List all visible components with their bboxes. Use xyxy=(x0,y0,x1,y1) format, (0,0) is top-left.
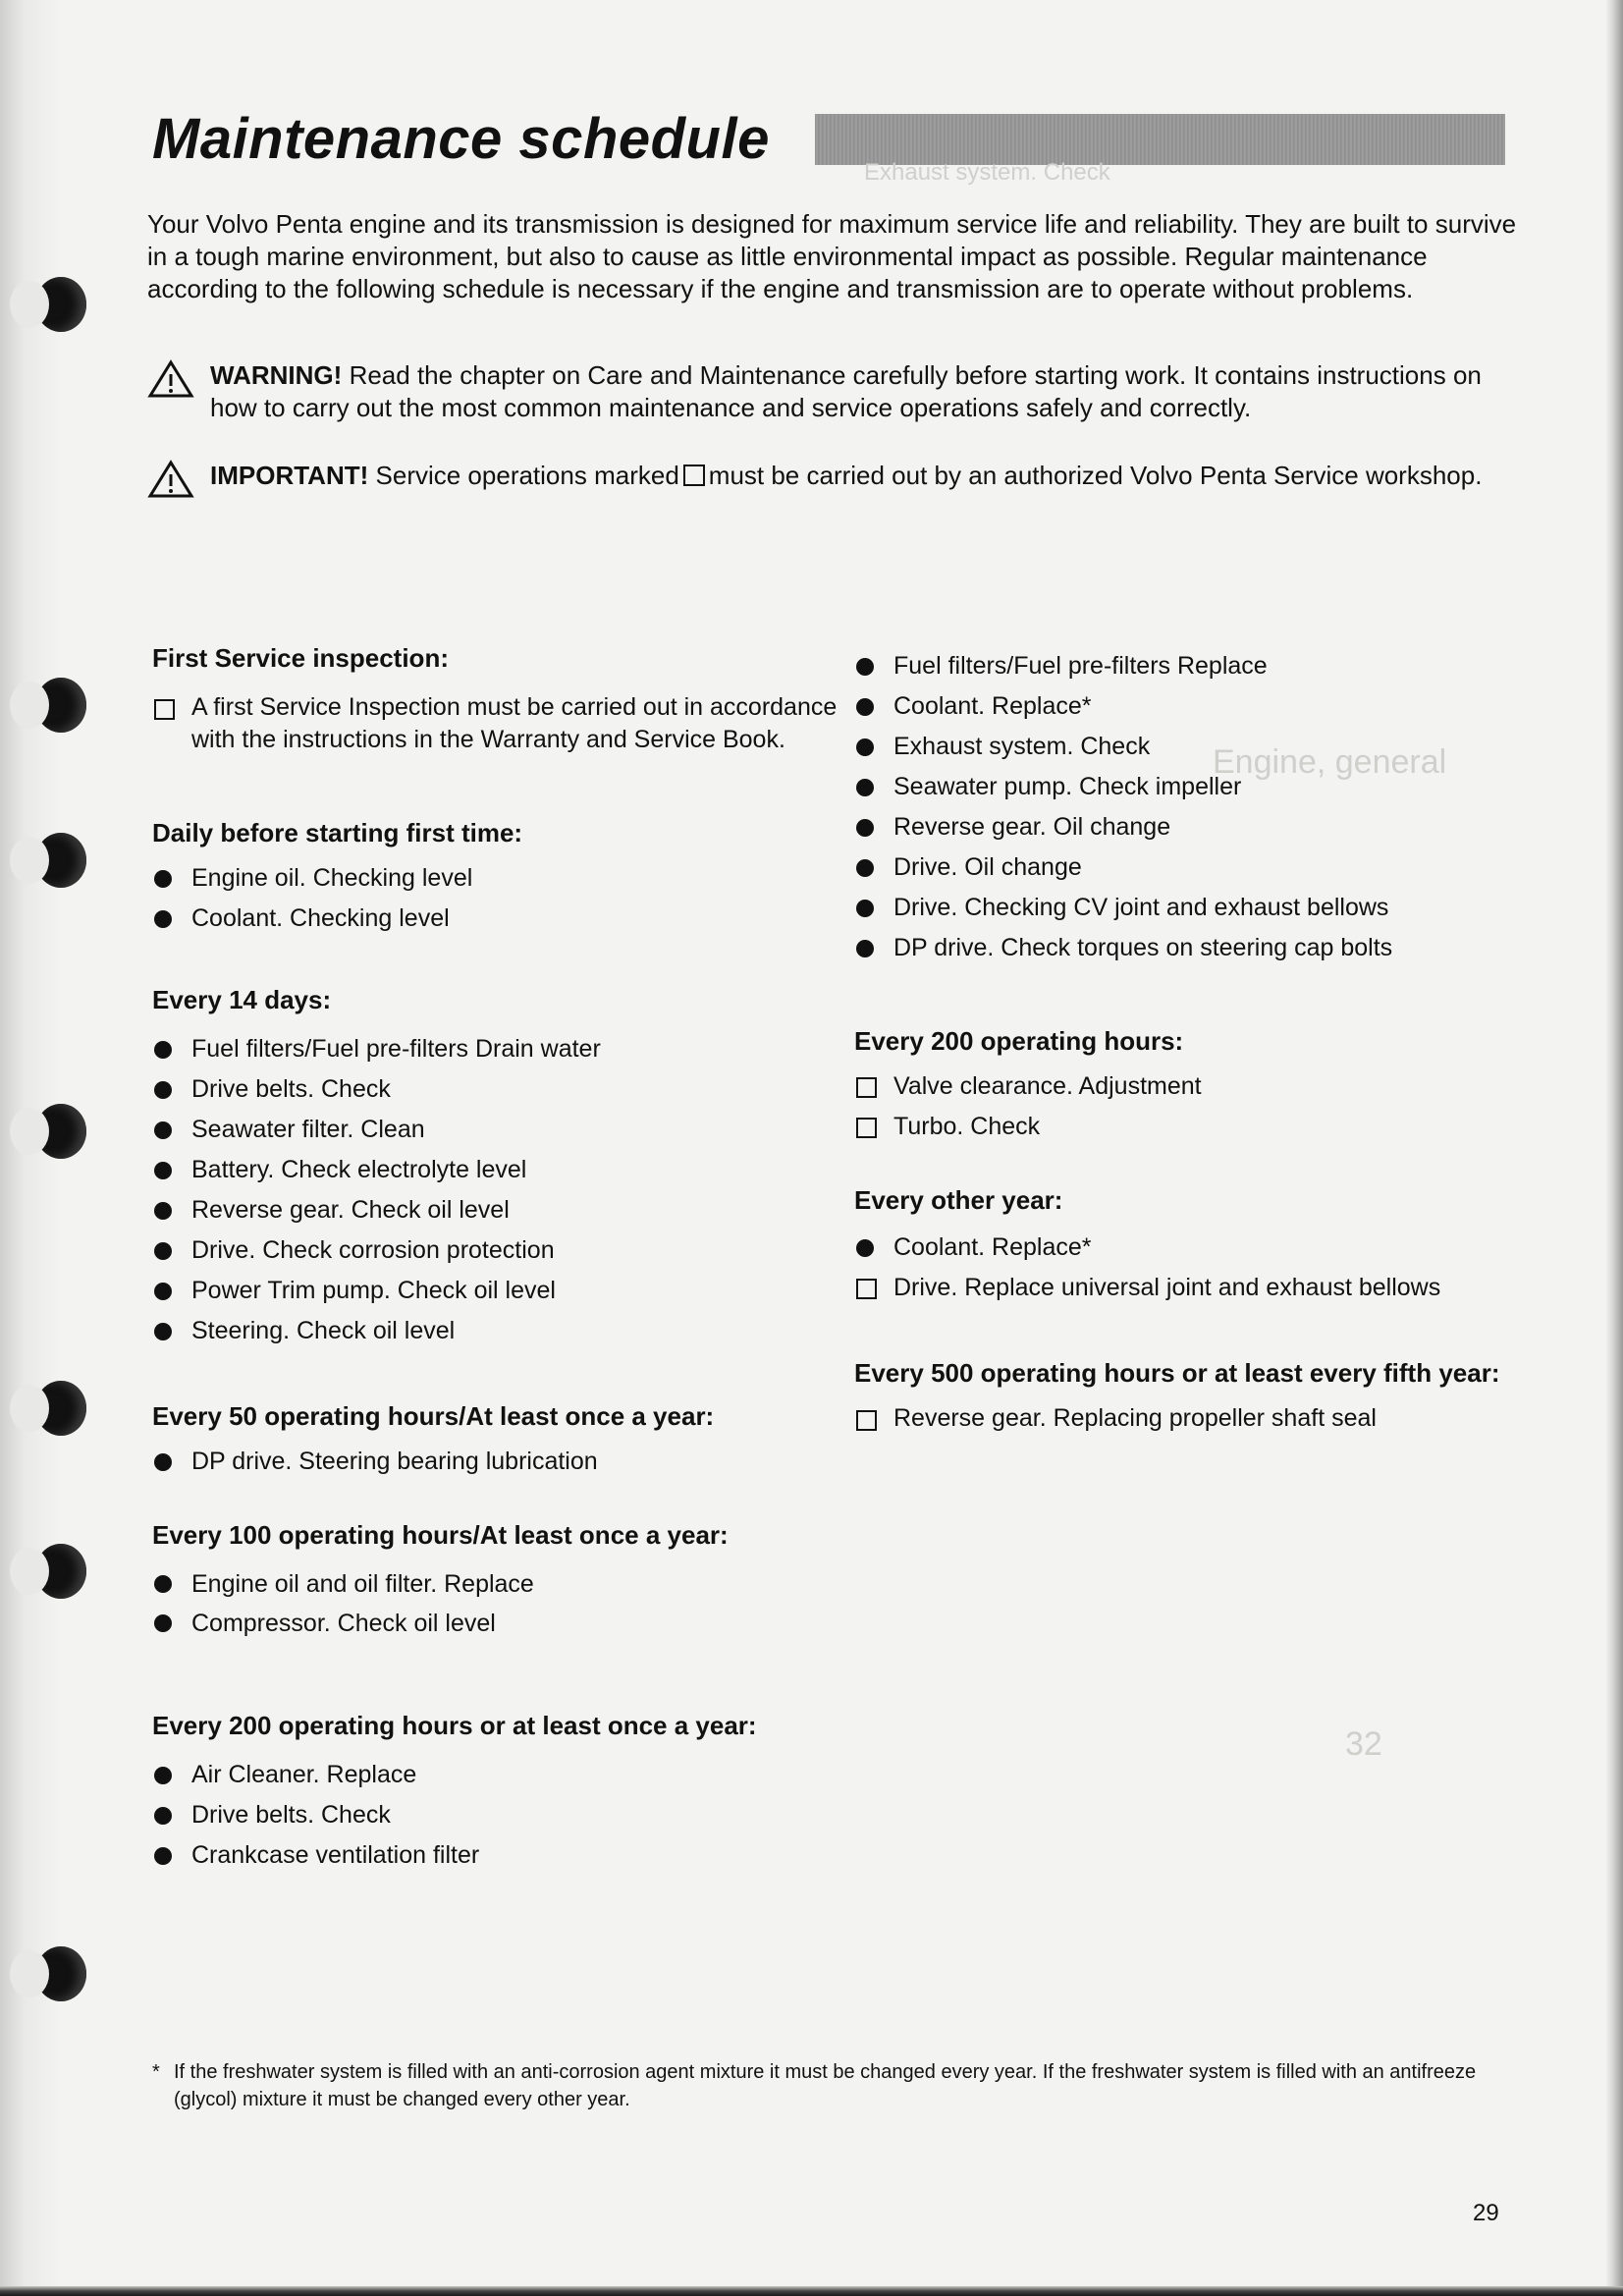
bullet-icon xyxy=(856,819,874,837)
bullet-icon xyxy=(154,1162,172,1179)
bullet-icon xyxy=(856,900,874,917)
footnote-text: If the freshwater system is filled with an anti-corrosion agent mixture it must be changed every year. If the freshwater system is filled with an antifreeze (glycol) mixture it must be changed every other year. xyxy=(174,2061,1477,2110)
bullet-icon xyxy=(154,1614,172,1632)
list-item: Fuel filters/Fuel pre-filters Drain water xyxy=(152,1029,839,1069)
list-item: Crankcase ventilation filter xyxy=(152,1835,839,1876)
list-item: Power Trim pump. Check oil level xyxy=(152,1271,839,1311)
list-item: DP drive. Check torques on steering cap bolts xyxy=(854,928,1542,968)
service-box-icon xyxy=(683,465,705,486)
section-heading: Every 200 operating hours: xyxy=(854,1026,1184,1056)
bullet-icon xyxy=(154,870,172,888)
page-bottom-edge xyxy=(0,2286,1623,2296)
binder-hole xyxy=(35,277,86,332)
bullet-icon xyxy=(856,698,874,716)
intro-paragraph: Your Volvo Penta engine and its transmission is designed for maximum service life and reliability. They are built to survive in a tough marine environment, but also to cause as little environmental impact as possible. Regular maintenance according to the following schedule is necessary if the engine and transmission are to operate without problems. xyxy=(147,209,1517,303)
bullet-icon xyxy=(154,910,172,928)
right-column xyxy=(854,646,1542,1435)
bullet-icon xyxy=(154,1807,172,1825)
section-heading: Every 100 operating hours/At least once a year: xyxy=(152,1520,729,1550)
list-item: Compressor. Check oil level xyxy=(152,1604,839,1643)
bullet-icon xyxy=(856,738,874,756)
list-item: Turbo. Check xyxy=(854,1107,1542,1147)
bullet-icon xyxy=(856,779,874,796)
warning-label: WARNING! xyxy=(210,360,343,390)
list-item: Seawater filter. Clean xyxy=(152,1110,839,1150)
list-item: Battery. Check electrolyte level xyxy=(152,1150,839,1190)
list-item: Engine oil and oil filter. Replace xyxy=(152,1564,839,1604)
bullet-icon xyxy=(154,1767,172,1784)
list-item: DP drive. Steering bearing lubrication xyxy=(152,1446,839,1478)
list-item: Reverse gear. Oil change xyxy=(854,807,1542,847)
warning-notice xyxy=(147,359,1512,424)
section-heading: Every 50 operating hours/At least once a year: xyxy=(152,1401,715,1431)
list-item: Valve clearance. Adjustment xyxy=(854,1066,1542,1107)
important-text-before: Service operations marked xyxy=(375,461,679,490)
list-item: Coolant. Checking level xyxy=(152,902,839,935)
page-edge-shadow xyxy=(1605,0,1623,2296)
bullet-icon xyxy=(856,940,874,957)
binder-hole xyxy=(35,1544,86,1599)
list-item: Reverse gear. Check oil level xyxy=(152,1190,839,1230)
list-item: Drive. Replace universal joint and exhaust bellows xyxy=(854,1268,1542,1308)
bullet-icon xyxy=(154,1202,172,1220)
section-heading: Every 200 operating hours or at least once a year: xyxy=(152,1711,757,1740)
binder-hole xyxy=(35,1381,86,1436)
important-label: IMPORTANT! xyxy=(210,461,369,490)
bullet-icon xyxy=(154,1575,172,1593)
important-text-after: must be carried out by an authorized Volvo Penta Service workshop. xyxy=(708,461,1483,490)
warning-triangle-icon xyxy=(147,460,194,499)
binder-hole xyxy=(35,833,86,888)
service-box-icon xyxy=(856,1279,877,1299)
bullet-icon xyxy=(154,1041,172,1059)
warning-text: Read the chapter on Care and Maintenance carefully before starting work. It contains instructions on how to carry out the most common maintenance and service operations safely and correctly. xyxy=(210,360,1482,422)
bullet-icon xyxy=(154,1283,172,1300)
warning-triangle-icon xyxy=(147,359,194,399)
left-column xyxy=(152,642,839,1876)
list-item: Reverse gear. Replacing propeller shaft seal xyxy=(854,1402,1542,1435)
bleed-through-text: 32 xyxy=(1345,1725,1382,1763)
list-item: A first Service Inspection must be carried out in accordance with the instructions in the Warranty and Service Book. xyxy=(152,691,869,756)
service-box-icon xyxy=(856,1118,877,1138)
section-heading: Every 500 operating hours or at least every fifth year: xyxy=(854,1358,1500,1388)
bullet-icon xyxy=(154,1081,172,1099)
binder-hole xyxy=(35,678,86,733)
bullet-icon xyxy=(154,1847,172,1865)
bullet-icon xyxy=(154,1242,172,1260)
footnote xyxy=(152,2058,1529,2113)
service-box-icon xyxy=(856,1410,877,1431)
title-row xyxy=(152,100,1507,179)
list-item: Drive. Oil change xyxy=(854,847,1542,888)
list-item: Coolant. Replace* xyxy=(854,686,1542,727)
list-item: Engine oil. Checking level xyxy=(152,862,839,895)
bleed-through-text: Exhaust system. Check xyxy=(864,159,1110,186)
bullet-icon xyxy=(856,859,874,877)
list-item: Coolant. Replace* xyxy=(854,1228,1542,1268)
footnote-marker: * xyxy=(152,2061,160,2083)
bullet-icon xyxy=(856,658,874,676)
section-heading: Every other year: xyxy=(854,1185,1063,1215)
list-item: Air Cleaner. Replace xyxy=(152,1755,839,1795)
page-number: 29 xyxy=(1473,2200,1499,2226)
binder-hole xyxy=(35,1946,86,2001)
list-item: Drive. Checking CV joint and exhaust bellows xyxy=(854,888,1542,928)
list-item: Exhaust system. Check xyxy=(854,727,1542,767)
continued-list xyxy=(854,646,1542,968)
bleed-through-text: Engine, general xyxy=(1213,743,1447,781)
important-notice xyxy=(147,460,1512,492)
bullet-icon xyxy=(154,1453,172,1471)
service-box-icon xyxy=(856,1077,877,1098)
section-heading: First Service inspection: xyxy=(152,643,449,673)
service-box-icon xyxy=(154,699,175,720)
list-item: Seawater pump. Check impeller xyxy=(854,767,1542,807)
list-item: Drive. Check corrosion protection xyxy=(152,1230,839,1271)
bullet-icon xyxy=(856,1239,874,1257)
section-heading: Every 14 days: xyxy=(152,985,332,1014)
list-item: Steering. Check oil level xyxy=(152,1311,839,1351)
section-heading: Daily before starting first time: xyxy=(152,818,523,847)
list-item: Drive belts. Check xyxy=(152,1795,839,1835)
list-item: Fuel filters/Fuel pre-filters Replace xyxy=(854,646,1542,686)
binder-hole xyxy=(35,1104,86,1159)
bullet-icon xyxy=(154,1121,172,1139)
bullet-icon xyxy=(154,1323,172,1340)
list-item: Drive belts. Check xyxy=(152,1069,839,1110)
page-title: Maintenance schedule xyxy=(152,107,770,171)
